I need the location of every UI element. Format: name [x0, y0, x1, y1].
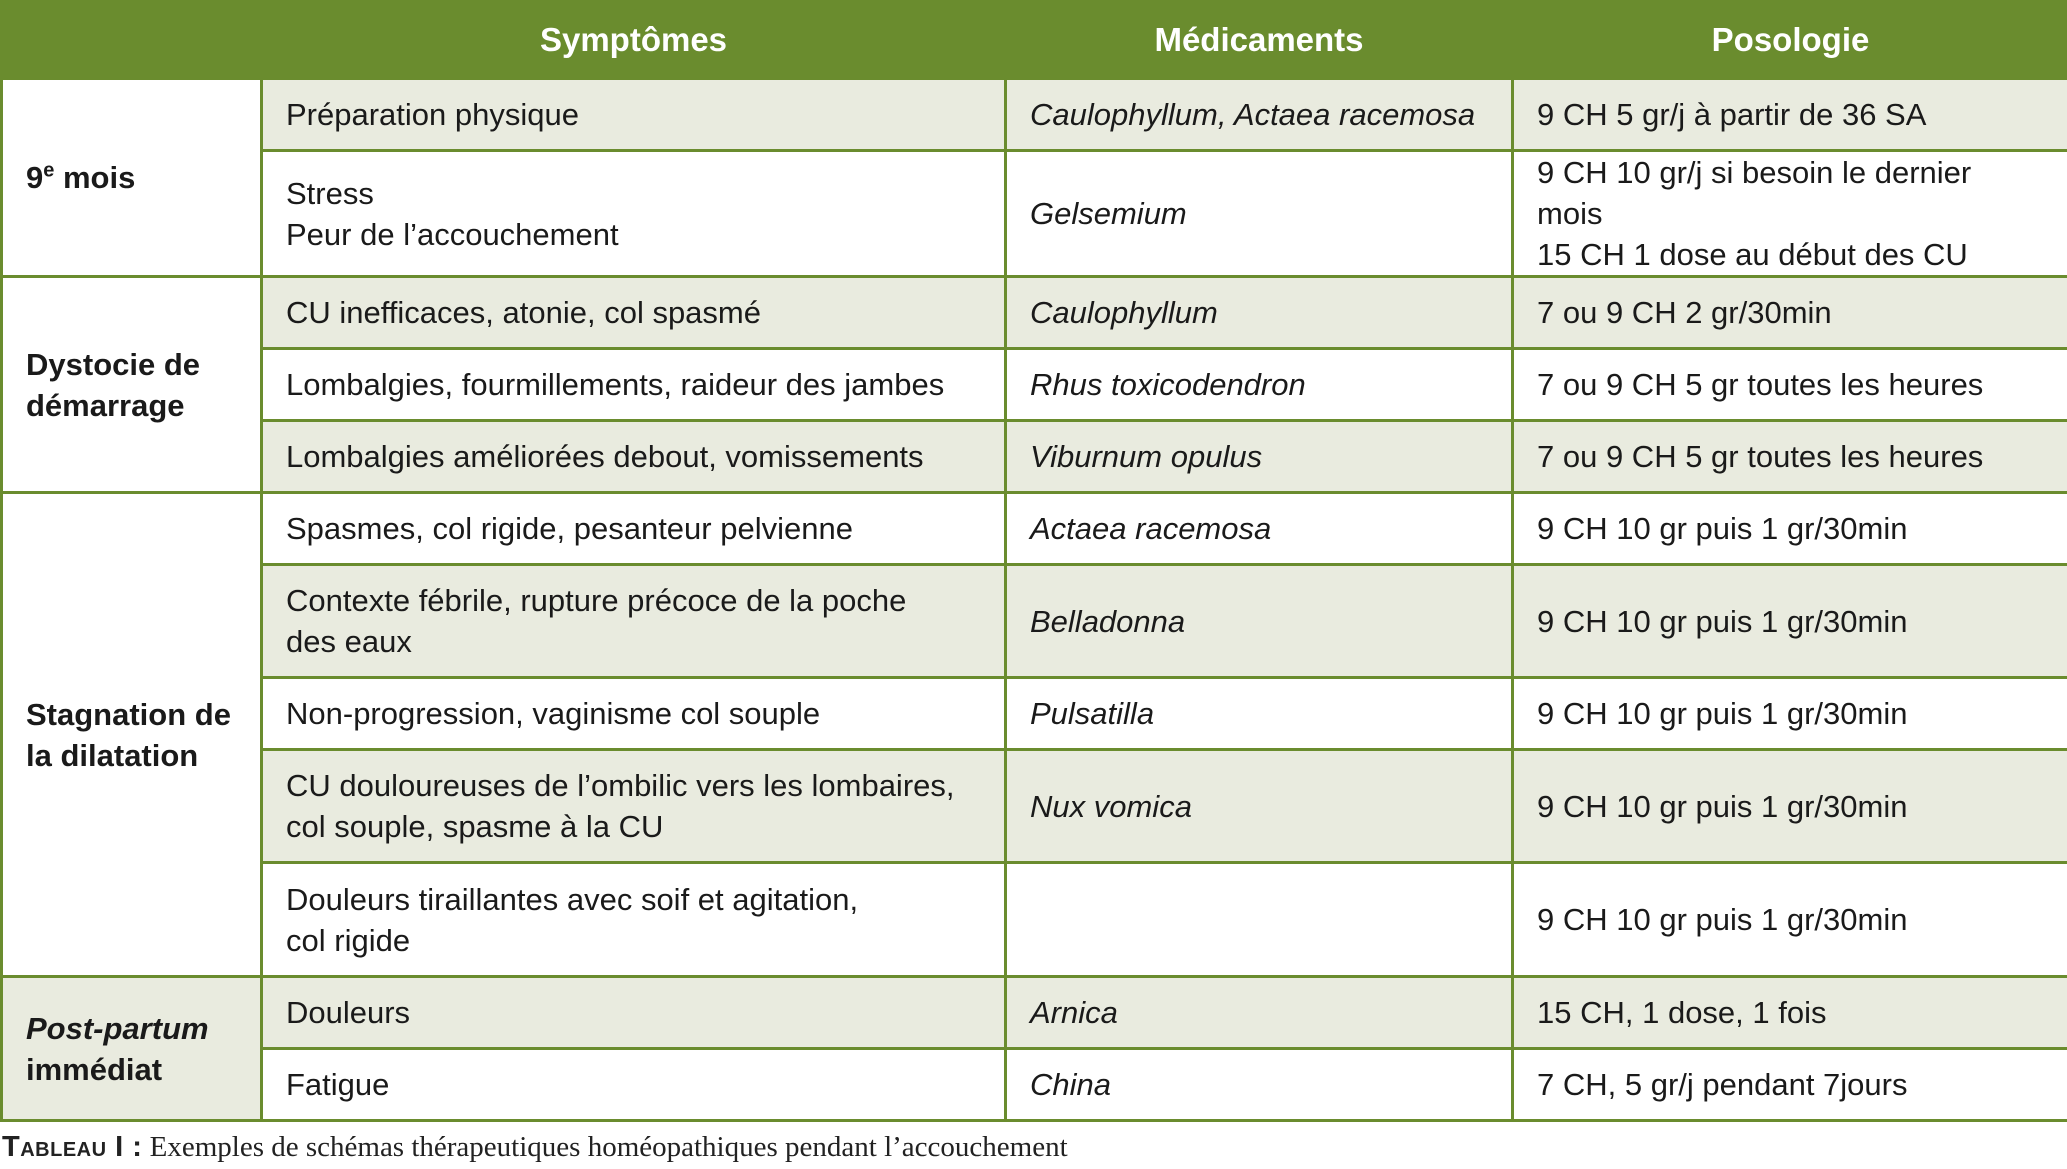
symptom-cell: Lombalgies améliorées debout, vomissements: [262, 421, 1006, 493]
table-header-row: [2, 2, 2067, 79]
dosage-cell: 9 CH 10 gr puis 1 gr/30min: [1513, 493, 2067, 565]
caption-lead: Tableau I :: [2, 1131, 143, 1163]
table-row: [2, 151, 2067, 277]
dosage-cell: 9 CH 10 gr/j si besoin le dernier mois 15 CH 1 dose au début des CU: [1513, 151, 2067, 277]
symptom-cell: Préparation physique: [262, 79, 1006, 151]
table-row: [2, 421, 2067, 493]
dosage-cell: 9 CH 10 gr puis 1 gr/30min: [1513, 565, 2067, 678]
table-row: [2, 79, 2067, 151]
dosage-cell: 7 ou 9 CH 2 gr/30min: [1513, 277, 2067, 349]
table-row: [2, 349, 2067, 421]
symptom-cell: Douleurs: [262, 977, 1006, 1049]
header-corner: [2, 2, 262, 79]
table-row: [2, 750, 2067, 863]
medication-cell: [1006, 863, 1513, 977]
group-label-stagnation: Stagnation de la dilatation: [2, 493, 262, 977]
table-row: [2, 1049, 2067, 1121]
medication-cell: Actaea racemosa: [1006, 493, 1513, 565]
dosage-cell: 7 ou 9 CH 5 gr toutes les heures: [1513, 349, 2067, 421]
group-label-9th-month: 9e mois: [2, 79, 262, 277]
table-caption: [2, 1131, 1068, 1164]
medication-cell: Caulophyllum: [1006, 277, 1513, 349]
medication-cell: Gelsemium: [1006, 151, 1513, 277]
symptom-cell: Lombalgies, fourmillements, raideur des jambes: [262, 349, 1006, 421]
header-dosage: Posologie: [1513, 2, 2067, 79]
table-row: [2, 493, 2067, 565]
medication-cell: Belladonna: [1006, 565, 1513, 678]
group-label-post-partum: Post-partum immédiat: [2, 977, 262, 1121]
symptom-cell: Douleurs tiraillantes avec soif et agitation, col rigide: [262, 863, 1006, 977]
symptom-cell: Stress Peur de l’accouchement: [262, 151, 1006, 277]
medication-cell: Arnica: [1006, 977, 1513, 1049]
dosage-cell: 9 CH 10 gr puis 1 gr/30min: [1513, 750, 2067, 863]
symptom-cell: Contexte fébrile, rupture précoce de la poche des eaux: [262, 565, 1006, 678]
symptom-cell: Fatigue: [262, 1049, 1006, 1121]
medication-cell: China: [1006, 1049, 1513, 1121]
medication-cell: Caulophyllum, Actaea racemosa: [1006, 79, 1513, 151]
symptom-cell: Non-progression, vaginisme col souple: [262, 678, 1006, 750]
header-medications: Médicaments: [1006, 2, 1513, 79]
dosage-cell: 9 CH 10 gr puis 1 gr/30min: [1513, 863, 2067, 977]
table-row: [2, 678, 2067, 750]
dosage-cell: 7 CH, 5 gr/j pendant 7jours: [1513, 1049, 2067, 1121]
table-row: [2, 565, 2067, 678]
caption-text: Exemples de schémas thérapeutiques homéopathiques pendant l’accouchement: [142, 1131, 1068, 1163]
group-label-dystocia: Dystocie de démarrage: [2, 277, 262, 493]
table-row: [2, 277, 2067, 349]
dosage-cell: 15 CH, 1 dose, 1 fois: [1513, 977, 2067, 1049]
dosage-cell: 9 CH 5 gr/j à partir de 36 SA: [1513, 79, 2067, 151]
symptom-cell: CU inefficaces, atonie, col spasmé: [262, 277, 1006, 349]
medication-cell: Rhus toxicodendron: [1006, 349, 1513, 421]
table-row: [2, 977, 2067, 1049]
table-row: [2, 863, 2067, 977]
medication-cell: Nux vomica: [1006, 750, 1513, 863]
symptom-cell: CU douloureuses de l’ombilic vers les lombaires, col souple, spasme à la CU: [262, 750, 1006, 863]
dosage-cell: 7 ou 9 CH 5 gr toutes les heures: [1513, 421, 2067, 493]
symptom-cell: Spasmes, col rigide, pesanteur pelvienne: [262, 493, 1006, 565]
medication-cell: Pulsatilla: [1006, 678, 1513, 750]
header-symptoms: Symptômes: [262, 2, 1006, 79]
medication-cell: Viburnum opulus: [1006, 421, 1513, 493]
dosage-cell: 9 CH 10 gr puis 1 gr/30min: [1513, 678, 2067, 750]
